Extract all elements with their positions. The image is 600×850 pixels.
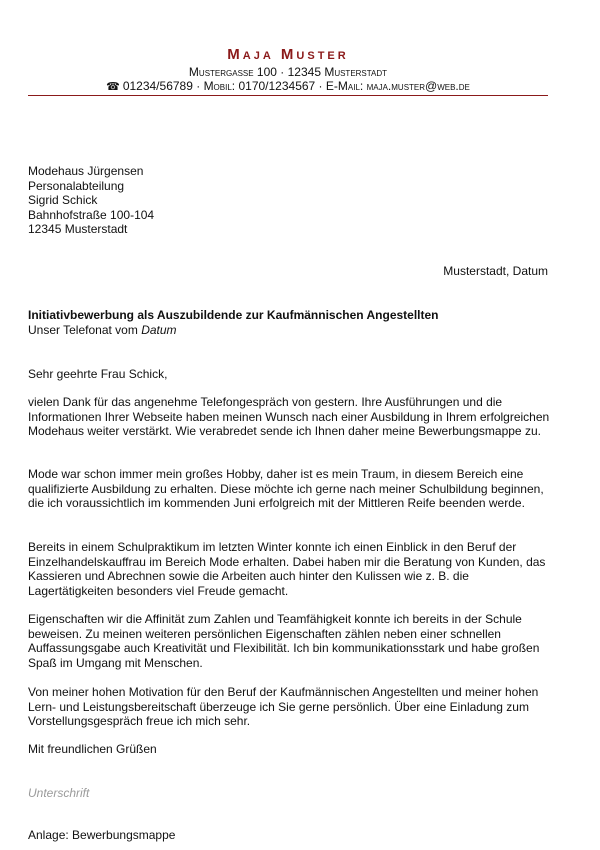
recipient-company: Modehaus Jürgensen <box>28 164 144 178</box>
recipient-contact: Sigrid Schick <box>28 193 98 207</box>
recipient-department: Personalabteilung <box>28 178 125 193</box>
phone-icon: ☎ <box>106 81 120 93</box>
attachment-note: Anlage: Bewerbungsmappe <box>28 828 176 842</box>
paragraph-4: Eigenschaften wir die Affinität zum Zahlen und Teamfähigkeit konnte ich bereits in der Schule beweisen. Zu meinen weiteren persönlichen Eigenschaften zählen neben einer schnellen Auffassungsgabe auch Kreativität und Flexibilität. Ich bin kommunikationsstark und habe großen Spaß im Umgang mit Menschen. <box>28 612 540 670</box>
letter-date: Musterstadt, Datum <box>443 264 548 278</box>
sender-mobile: 0170/1234567 <box>238 79 316 93</box>
reference-date: Datum <box>141 322 177 337</box>
recipient-street: Bahnhofstraße 100-104 <box>28 207 155 222</box>
subject-reference <box>28 323 439 338</box>
mobile-label: Mobil: <box>203 79 236 93</box>
closing: Mit freundlichen Grüßen <box>28 742 157 756</box>
sender-contact: ☎ 01234/56789 · Mobil: 0170/1234567 · E-Mail: maja.muster@web.de <box>106 79 470 93</box>
sender-phone: 01234/56789 <box>122 79 193 93</box>
paragraph-2: Mode war schon immer mein großes Hobby, daher ist es mein Traum, in diesem Bereich eine qualifizierte Ausbildung zu erhalten. Diese möchte ich gerne nach meiner Schulbildung beginnen, die ich voraussichtlich im kommenden Juni erfolgreich mit der Mittleren Reife beenden werde. <box>28 467 544 510</box>
sender-name: Maja Muster <box>227 46 349 63</box>
header-divider <box>28 95 548 96</box>
sender-email: maja.muster@web.de <box>366 79 470 93</box>
salutation: Sehr geehrte Frau Schick, <box>28 367 168 381</box>
reference-prefix: Unser Telefonat vom <box>28 322 138 337</box>
letterhead <box>28 46 548 94</box>
sender-address: Mustergasse 100 · 12345 Musterstadt <box>188 65 388 79</box>
subject <box>28 308 439 337</box>
paragraph-5: Von meiner hohen Motivation für den Beruf der Kaufmännischen Angestellten und meiner hohen Lern- und Leistungsbereitschaft überzeuge ich Sie gerne persönlich. Über eine Einladung zum Vorstellungsgespräch freue ich mich sehr. <box>28 685 539 728</box>
paragraph-1: vielen Dank für das angenehme Telefongespräch von gestern. Ihre Ausführungen und die Informationen Ihrer Webseite haben meinen Wunsch nach einer Ausbildung in Ihrem erfolgreichen Modehaus weiter verstärkt. Wie verabredet sende ich Ihnen daher meine Bewerbungsmappe zu. <box>28 395 550 438</box>
signature-placeholder: Unterschrift <box>28 786 90 800</box>
email-label: E-Mail: <box>325 79 364 93</box>
paragraph-3: Bereits in einem Schulpraktikum im letzten Winter konnte ich einen Einblick in den Beruf der Einzelhandelskauffrau im Bereich Mode erhalten. Dabei haben mir die Beratung von Kunden, das Kassieren und Abrechnen sowie die Arbeiten auch hinter den Kulissen wie z. B. die Lagertätigkeiten besonders viel Freude gemacht. <box>28 540 546 598</box>
subject-title: Initiativbewerbung als Auszubildende zur Kaufmännischen Angestellten <box>28 308 439 322</box>
recipient-address <box>28 164 154 237</box>
recipient-city: 12345 Musterstadt <box>28 222 128 236</box>
